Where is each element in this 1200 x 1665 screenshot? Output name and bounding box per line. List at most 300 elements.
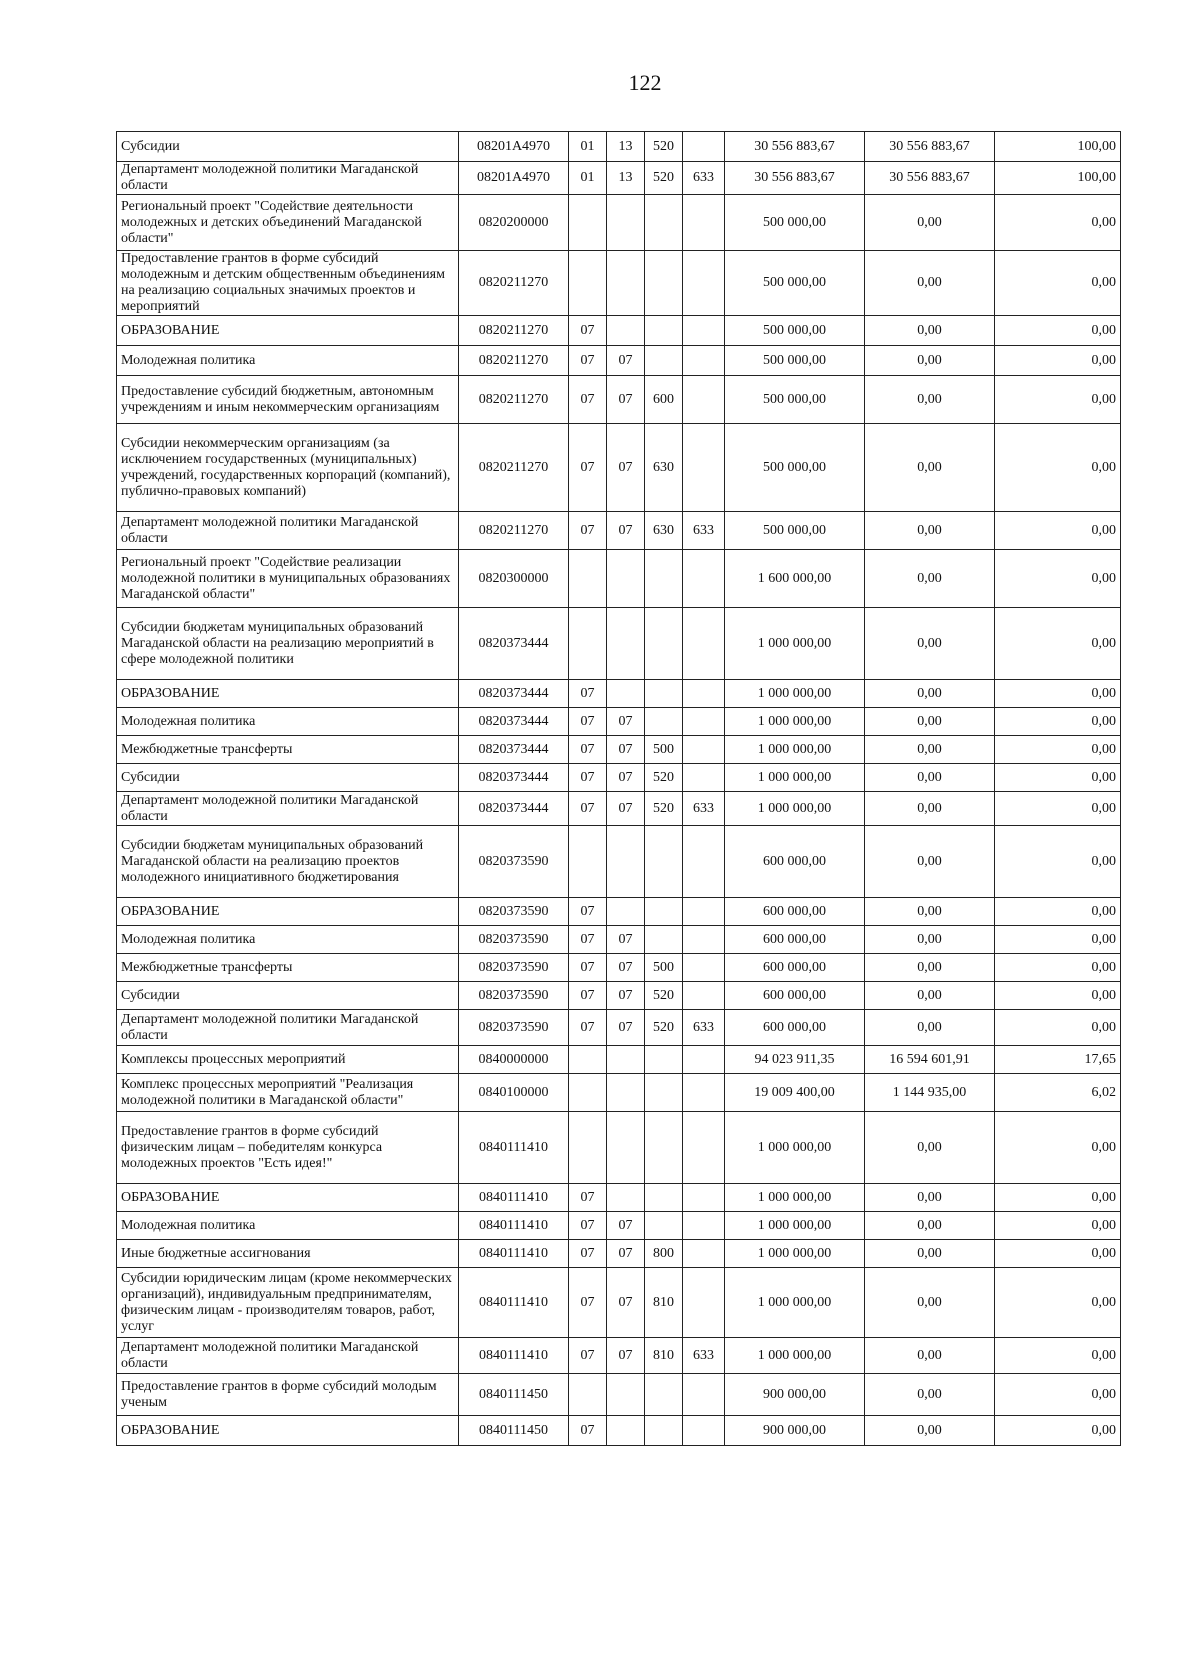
row-code: 0840111410 — [459, 1212, 569, 1240]
table-row — [117, 346, 1121, 376]
row-section: 07 — [569, 1184, 607, 1212]
table-row — [117, 826, 1121, 898]
row-fact-amount: 0,00 — [865, 1268, 995, 1338]
row-section — [569, 1074, 607, 1112]
table-row — [117, 898, 1121, 926]
row-name: Департамент молодежной политики Магаданской области — [117, 162, 459, 195]
row-subsection: 07 — [607, 1240, 645, 1268]
row-department-code — [683, 1212, 725, 1240]
row-section: 07 — [569, 376, 607, 424]
row-subsection — [607, 1112, 645, 1184]
row-name: Молодежная политика — [117, 708, 459, 736]
row-percent: 0,00 — [995, 898, 1121, 926]
row-code: 0820373590 — [459, 982, 569, 1010]
row-code: 0820373444 — [459, 736, 569, 764]
row-department-code — [683, 195, 725, 251]
table-row — [117, 792, 1121, 826]
row-name: Молодежная политика — [117, 926, 459, 954]
row-subsection — [607, 550, 645, 608]
row-name: ОБРАЗОВАНИЕ — [117, 680, 459, 708]
row-expense-type: 800 — [645, 1240, 683, 1268]
row-plan-amount: 1 000 000,00 — [725, 1212, 865, 1240]
row-percent: 0,00 — [995, 512, 1121, 550]
row-expense-type — [645, 898, 683, 926]
row-department-code — [683, 826, 725, 898]
row-expense-type — [645, 316, 683, 346]
row-plan-amount: 600 000,00 — [725, 926, 865, 954]
row-subsection — [607, 608, 645, 680]
row-section: 01 — [569, 132, 607, 162]
row-section — [569, 826, 607, 898]
row-fact-amount: 0,00 — [865, 708, 995, 736]
row-plan-amount: 600 000,00 — [725, 982, 865, 1010]
row-name: Комплексы процессных мероприятий — [117, 1046, 459, 1074]
row-section: 07 — [569, 512, 607, 550]
row-fact-amount: 0,00 — [865, 926, 995, 954]
row-department-code — [683, 132, 725, 162]
row-fact-amount: 0,00 — [865, 826, 995, 898]
table-row — [117, 1112, 1121, 1184]
row-section: 07 — [569, 1416, 607, 1446]
row-subsection — [607, 1074, 645, 1112]
row-percent: 100,00 — [995, 132, 1121, 162]
row-section — [569, 608, 607, 680]
row-name: Субсидии бюджетам муниципальных образований Магаданской области на реализацию проектов молодежного инициативного бюджетирования — [117, 826, 459, 898]
table-row — [117, 1268, 1121, 1338]
row-expense-type: 520 — [645, 1010, 683, 1046]
row-code: 0840000000 — [459, 1046, 569, 1074]
row-section: 07 — [569, 680, 607, 708]
row-department-code — [683, 1184, 725, 1212]
row-name: Предоставление субсидий бюджетным, автономным учреждениям и иным некоммерческим организациям — [117, 376, 459, 424]
row-section — [569, 251, 607, 316]
row-section: 07 — [569, 898, 607, 926]
row-department-code — [683, 1074, 725, 1112]
row-department-code — [683, 926, 725, 954]
table-row — [117, 680, 1121, 708]
row-code: 0840111450 — [459, 1374, 569, 1416]
row-expense-type: 520 — [645, 162, 683, 195]
row-code: 0820300000 — [459, 550, 569, 608]
row-expense-type — [645, 680, 683, 708]
table-row — [117, 550, 1121, 608]
row-subsection: 07 — [607, 1338, 645, 1374]
table-row — [117, 926, 1121, 954]
row-subsection — [607, 1184, 645, 1212]
row-subsection: 07 — [607, 346, 645, 376]
budget-table-body — [117, 132, 1121, 1446]
row-section: 07 — [569, 346, 607, 376]
table-row — [117, 1212, 1121, 1240]
row-percent: 0,00 — [995, 1184, 1121, 1212]
table-row — [117, 1046, 1121, 1074]
row-department-code — [683, 1240, 725, 1268]
row-code: 0820373444 — [459, 792, 569, 826]
row-plan-amount: 1 000 000,00 — [725, 1338, 865, 1374]
row-fact-amount: 0,00 — [865, 954, 995, 982]
row-section: 07 — [569, 708, 607, 736]
row-department-code — [683, 316, 725, 346]
row-fact-amount: 0,00 — [865, 982, 995, 1010]
row-department-code — [683, 346, 725, 376]
row-expense-type — [645, 926, 683, 954]
row-plan-amount: 500 000,00 — [725, 512, 865, 550]
row-name: Иные бюджетные ассигнования — [117, 1240, 459, 1268]
row-fact-amount: 0,00 — [865, 550, 995, 608]
row-plan-amount: 500 000,00 — [725, 251, 865, 316]
row-section: 07 — [569, 764, 607, 792]
row-subsection — [607, 1046, 645, 1074]
row-plan-amount: 1 000 000,00 — [725, 792, 865, 826]
table-row — [117, 982, 1121, 1010]
row-name: Региональный проект "Содействие деятельности молодежных и детских объединений Магаданской области" — [117, 195, 459, 251]
table-row — [117, 1416, 1121, 1446]
row-subsection: 07 — [607, 708, 645, 736]
row-fact-amount: 0,00 — [865, 680, 995, 708]
row-code: 0840111410 — [459, 1338, 569, 1374]
row-expense-type: 520 — [645, 792, 683, 826]
row-name: ОБРАЗОВАНИЕ — [117, 316, 459, 346]
row-percent: 0,00 — [995, 826, 1121, 898]
row-plan-amount: 500 000,00 — [725, 316, 865, 346]
row-plan-amount: 600 000,00 — [725, 826, 865, 898]
row-percent: 0,00 — [995, 424, 1121, 512]
row-fact-amount: 30 556 883,67 — [865, 162, 995, 195]
row-department-code — [683, 1416, 725, 1446]
table-row — [117, 1338, 1121, 1374]
row-code: 0820373590 — [459, 926, 569, 954]
table-row — [117, 1374, 1121, 1416]
row-department-code — [683, 736, 725, 764]
row-department-code — [683, 764, 725, 792]
row-plan-amount: 1 000 000,00 — [725, 1184, 865, 1212]
row-expense-type — [645, 826, 683, 898]
row-percent: 0,00 — [995, 316, 1121, 346]
row-department-code — [683, 954, 725, 982]
row-section: 01 — [569, 162, 607, 195]
row-plan-amount: 500 000,00 — [725, 424, 865, 512]
row-plan-amount: 1 000 000,00 — [725, 1268, 865, 1338]
row-subsection: 07 — [607, 512, 645, 550]
row-department-code: 633 — [683, 512, 725, 550]
row-plan-amount: 1 000 000,00 — [725, 1240, 865, 1268]
table-row — [117, 1240, 1121, 1268]
row-subsection: 13 — [607, 132, 645, 162]
row-department-code — [683, 608, 725, 680]
row-plan-amount: 30 556 883,67 — [725, 132, 865, 162]
row-expense-type — [645, 708, 683, 736]
row-expense-type: 520 — [645, 764, 683, 792]
row-percent: 0,00 — [995, 608, 1121, 680]
row-expense-type — [645, 1074, 683, 1112]
row-percent: 0,00 — [995, 792, 1121, 826]
row-plan-amount: 600 000,00 — [725, 1010, 865, 1046]
row-department-code — [683, 680, 725, 708]
row-subsection: 07 — [607, 376, 645, 424]
row-department-code: 633 — [683, 1338, 725, 1374]
row-percent: 100,00 — [995, 162, 1121, 195]
row-subsection: 07 — [607, 792, 645, 826]
row-subsection — [607, 826, 645, 898]
row-percent: 0,00 — [995, 1268, 1121, 1338]
row-subsection: 07 — [607, 1268, 645, 1338]
row-section: 07 — [569, 1212, 607, 1240]
row-fact-amount: 0,00 — [865, 1212, 995, 1240]
row-name: Предоставление грантов в форме субсидий физическим лицам – победителям конкурса молодежных проектов "Есть идея!" — [117, 1112, 459, 1184]
row-name: Департамент молодежной политики Магаданской области — [117, 1010, 459, 1046]
row-expense-type — [645, 1184, 683, 1212]
row-plan-amount: 1 600 000,00 — [725, 550, 865, 608]
row-code: 0820211270 — [459, 251, 569, 316]
row-expense-type — [645, 1046, 683, 1074]
row-subsection — [607, 1416, 645, 1446]
row-fact-amount: 0,00 — [865, 764, 995, 792]
row-department-code — [683, 550, 725, 608]
row-section — [569, 195, 607, 251]
row-expense-type — [645, 1112, 683, 1184]
row-name: Департамент молодежной политики Магаданской области — [117, 512, 459, 550]
row-plan-amount: 500 000,00 — [725, 376, 865, 424]
row-name: Департамент молодежной политики Магаданской области — [117, 1338, 459, 1374]
row-percent: 0,00 — [995, 1212, 1121, 1240]
row-subsection — [607, 1374, 645, 1416]
row-section: 07 — [569, 1268, 607, 1338]
row-fact-amount: 0,00 — [865, 608, 995, 680]
row-plan-amount: 94 023 911,35 — [725, 1046, 865, 1074]
row-code: 0840111410 — [459, 1268, 569, 1338]
row-percent: 0,00 — [995, 550, 1121, 608]
row-plan-amount: 600 000,00 — [725, 954, 865, 982]
row-subsection — [607, 898, 645, 926]
row-percent: 0,00 — [995, 1112, 1121, 1184]
row-percent: 0,00 — [995, 1010, 1121, 1046]
row-fact-amount: 0,00 — [865, 195, 995, 251]
row-code: 0820211270 — [459, 512, 569, 550]
row-percent: 0,00 — [995, 1374, 1121, 1416]
row-department-code — [683, 898, 725, 926]
row-department-code — [683, 1374, 725, 1416]
table-row — [117, 424, 1121, 512]
table-row — [117, 608, 1121, 680]
row-fact-amount: 1 144 935,00 — [865, 1074, 995, 1112]
row-name: Субсидии юридическим лицам (кроме некоммерческих организаций), индивидуальным предпринимателям, физическим лицам - производителям товаров, работ, услуг — [117, 1268, 459, 1338]
row-name: Комплекс процессных мероприятий "Реализация молодежной политики в Магаданской области" — [117, 1074, 459, 1112]
row-code: 0840100000 — [459, 1074, 569, 1112]
row-subsection: 07 — [607, 424, 645, 512]
row-percent: 0,00 — [995, 736, 1121, 764]
row-section: 07 — [569, 1010, 607, 1046]
row-percent: 0,00 — [995, 1416, 1121, 1446]
table-row — [117, 708, 1121, 736]
row-code: 0820373444 — [459, 680, 569, 708]
row-code: 0820211270 — [459, 376, 569, 424]
row-fact-amount: 0,00 — [865, 792, 995, 826]
row-percent: 0,00 — [995, 376, 1121, 424]
row-subsection: 07 — [607, 736, 645, 764]
row-section: 07 — [569, 424, 607, 512]
row-fact-amount: 0,00 — [865, 376, 995, 424]
row-section — [569, 1046, 607, 1074]
row-fact-amount: 0,00 — [865, 736, 995, 764]
row-percent: 0,00 — [995, 764, 1121, 792]
row-plan-amount: 1 000 000,00 — [725, 736, 865, 764]
row-plan-amount: 500 000,00 — [725, 195, 865, 251]
row-fact-amount: 0,00 — [865, 512, 995, 550]
row-plan-amount: 600 000,00 — [725, 898, 865, 926]
row-expense-type — [645, 550, 683, 608]
row-fact-amount: 0,00 — [865, 1416, 995, 1446]
row-code: 0820373590 — [459, 898, 569, 926]
row-plan-amount: 1 000 000,00 — [725, 608, 865, 680]
row-section: 07 — [569, 926, 607, 954]
row-plan-amount: 1 000 000,00 — [725, 680, 865, 708]
row-subsection: 07 — [607, 1010, 645, 1046]
row-name: Субсидии некоммерческим организациям (за исключением государственных (муниципальных) учреждений, государственных корпораций (компаний), публично-правовых компаний) — [117, 424, 459, 512]
row-expense-type — [645, 1416, 683, 1446]
row-code: 0820373444 — [459, 708, 569, 736]
row-percent: 0,00 — [995, 708, 1121, 736]
row-expense-type: 630 — [645, 424, 683, 512]
row-expense-type — [645, 1374, 683, 1416]
row-fact-amount: 0,00 — [865, 1338, 995, 1374]
row-percent: 0,00 — [995, 346, 1121, 376]
row-code: 0820373590 — [459, 826, 569, 898]
row-expense-type — [645, 346, 683, 376]
row-department-code — [683, 376, 725, 424]
row-plan-amount: 1 000 000,00 — [725, 764, 865, 792]
row-section: 07 — [569, 954, 607, 982]
row-section — [569, 1112, 607, 1184]
row-subsection — [607, 251, 645, 316]
table-row — [117, 162, 1121, 195]
row-plan-amount: 19 009 400,00 — [725, 1074, 865, 1112]
row-fact-amount: 0,00 — [865, 1374, 995, 1416]
row-percent: 6,02 — [995, 1074, 1121, 1112]
row-subsection: 07 — [607, 982, 645, 1010]
row-subsection: 07 — [607, 954, 645, 982]
row-expense-type: 630 — [645, 512, 683, 550]
table-row — [117, 736, 1121, 764]
row-percent: 0,00 — [995, 195, 1121, 251]
row-department-code — [683, 1268, 725, 1338]
row-name: Молодежная политика — [117, 1212, 459, 1240]
row-fact-amount: 0,00 — [865, 424, 995, 512]
row-fact-amount: 0,00 — [865, 316, 995, 346]
row-code: 0820211270 — [459, 346, 569, 376]
row-name: ОБРАЗОВАНИЕ — [117, 1184, 459, 1212]
budget-table — [116, 131, 1121, 1446]
row-name: ОБРАЗОВАНИЕ — [117, 898, 459, 926]
row-percent: 0,00 — [995, 251, 1121, 316]
row-percent: 0,00 — [995, 1338, 1121, 1374]
row-plan-amount: 500 000,00 — [725, 346, 865, 376]
row-percent: 0,00 — [995, 680, 1121, 708]
row-code: 08201А4970 — [459, 162, 569, 195]
row-percent: 0,00 — [995, 982, 1121, 1010]
row-expense-type — [645, 251, 683, 316]
row-fact-amount: 0,00 — [865, 1240, 995, 1268]
row-name: Департамент молодежной политики Магаданской области — [117, 792, 459, 826]
row-expense-type — [645, 1212, 683, 1240]
row-expense-type — [645, 608, 683, 680]
table-row — [117, 954, 1121, 982]
row-subsection: 13 — [607, 162, 645, 195]
row-fact-amount: 0,00 — [865, 1010, 995, 1046]
row-section: 07 — [569, 982, 607, 1010]
table-row — [117, 1184, 1121, 1212]
page-number: 122 — [628, 70, 662, 95]
row-fact-amount: 0,00 — [865, 1184, 995, 1212]
row-name: Предоставление грантов в форме субсидий молодым ученым — [117, 1374, 459, 1416]
row-department-code — [683, 1112, 725, 1184]
row-expense-type — [645, 195, 683, 251]
table-row — [117, 376, 1121, 424]
row-plan-amount: 900 000,00 — [725, 1374, 865, 1416]
row-percent: 0,00 — [995, 1240, 1121, 1268]
row-section: 07 — [569, 792, 607, 826]
row-department-code: 633 — [683, 792, 725, 826]
row-department-code — [683, 424, 725, 512]
row-department-code: 633 — [683, 162, 725, 195]
row-code: 0820373590 — [459, 954, 569, 982]
row-code: 0820373444 — [459, 764, 569, 792]
row-name: Предоставление грантов в форме субсидий молодежным и детским общественным объединениям на реализацию социальных значимых проектов и мероприятий — [117, 251, 459, 316]
table-row — [117, 512, 1121, 550]
table-row — [117, 132, 1121, 162]
row-code: 0820211270 — [459, 316, 569, 346]
table-row — [117, 1074, 1121, 1112]
row-section: 07 — [569, 736, 607, 764]
row-expense-type: 520 — [645, 132, 683, 162]
row-expense-type: 520 — [645, 982, 683, 1010]
row-name: Межбюджетные трансферты — [117, 954, 459, 982]
row-subsection: 07 — [607, 764, 645, 792]
row-plan-amount: 900 000,00 — [725, 1416, 865, 1446]
row-code: 0840111410 — [459, 1112, 569, 1184]
table-row — [117, 1010, 1121, 1046]
row-expense-type: 500 — [645, 954, 683, 982]
row-department-code: 633 — [683, 1010, 725, 1046]
row-department-code — [683, 982, 725, 1010]
row-name: Молодежная политика — [117, 346, 459, 376]
row-section: 07 — [569, 316, 607, 346]
row-department-code — [683, 708, 725, 736]
row-name: Субсидии — [117, 982, 459, 1010]
row-plan-amount: 30 556 883,67 — [725, 162, 865, 195]
row-subsection — [607, 316, 645, 346]
table-row — [117, 764, 1121, 792]
row-percent: 0,00 — [995, 954, 1121, 982]
row-code: 0820373590 — [459, 1010, 569, 1046]
row-section — [569, 1374, 607, 1416]
row-plan-amount: 1 000 000,00 — [725, 708, 865, 736]
row-fact-amount: 0,00 — [865, 1112, 995, 1184]
row-code: 08201А4970 — [459, 132, 569, 162]
row-code: 0840111410 — [459, 1240, 569, 1268]
row-percent: 17,65 — [995, 1046, 1121, 1074]
row-department-code — [683, 1046, 725, 1074]
row-expense-type: 600 — [645, 376, 683, 424]
row-name: Субсидии — [117, 764, 459, 792]
row-subsection: 07 — [607, 1212, 645, 1240]
row-plan-amount: 1 000 000,00 — [725, 1112, 865, 1184]
row-fact-amount: 0,00 — [865, 251, 995, 316]
row-name: Региональный проект "Содействие реализации молодежной политики в муниципальных образованиях Магаданской области" — [117, 550, 459, 608]
row-percent: 0,00 — [995, 926, 1121, 954]
row-name: ОБРАЗОВАНИЕ — [117, 1416, 459, 1446]
row-code: 0820211270 — [459, 424, 569, 512]
row-fact-amount: 0,00 — [865, 346, 995, 376]
